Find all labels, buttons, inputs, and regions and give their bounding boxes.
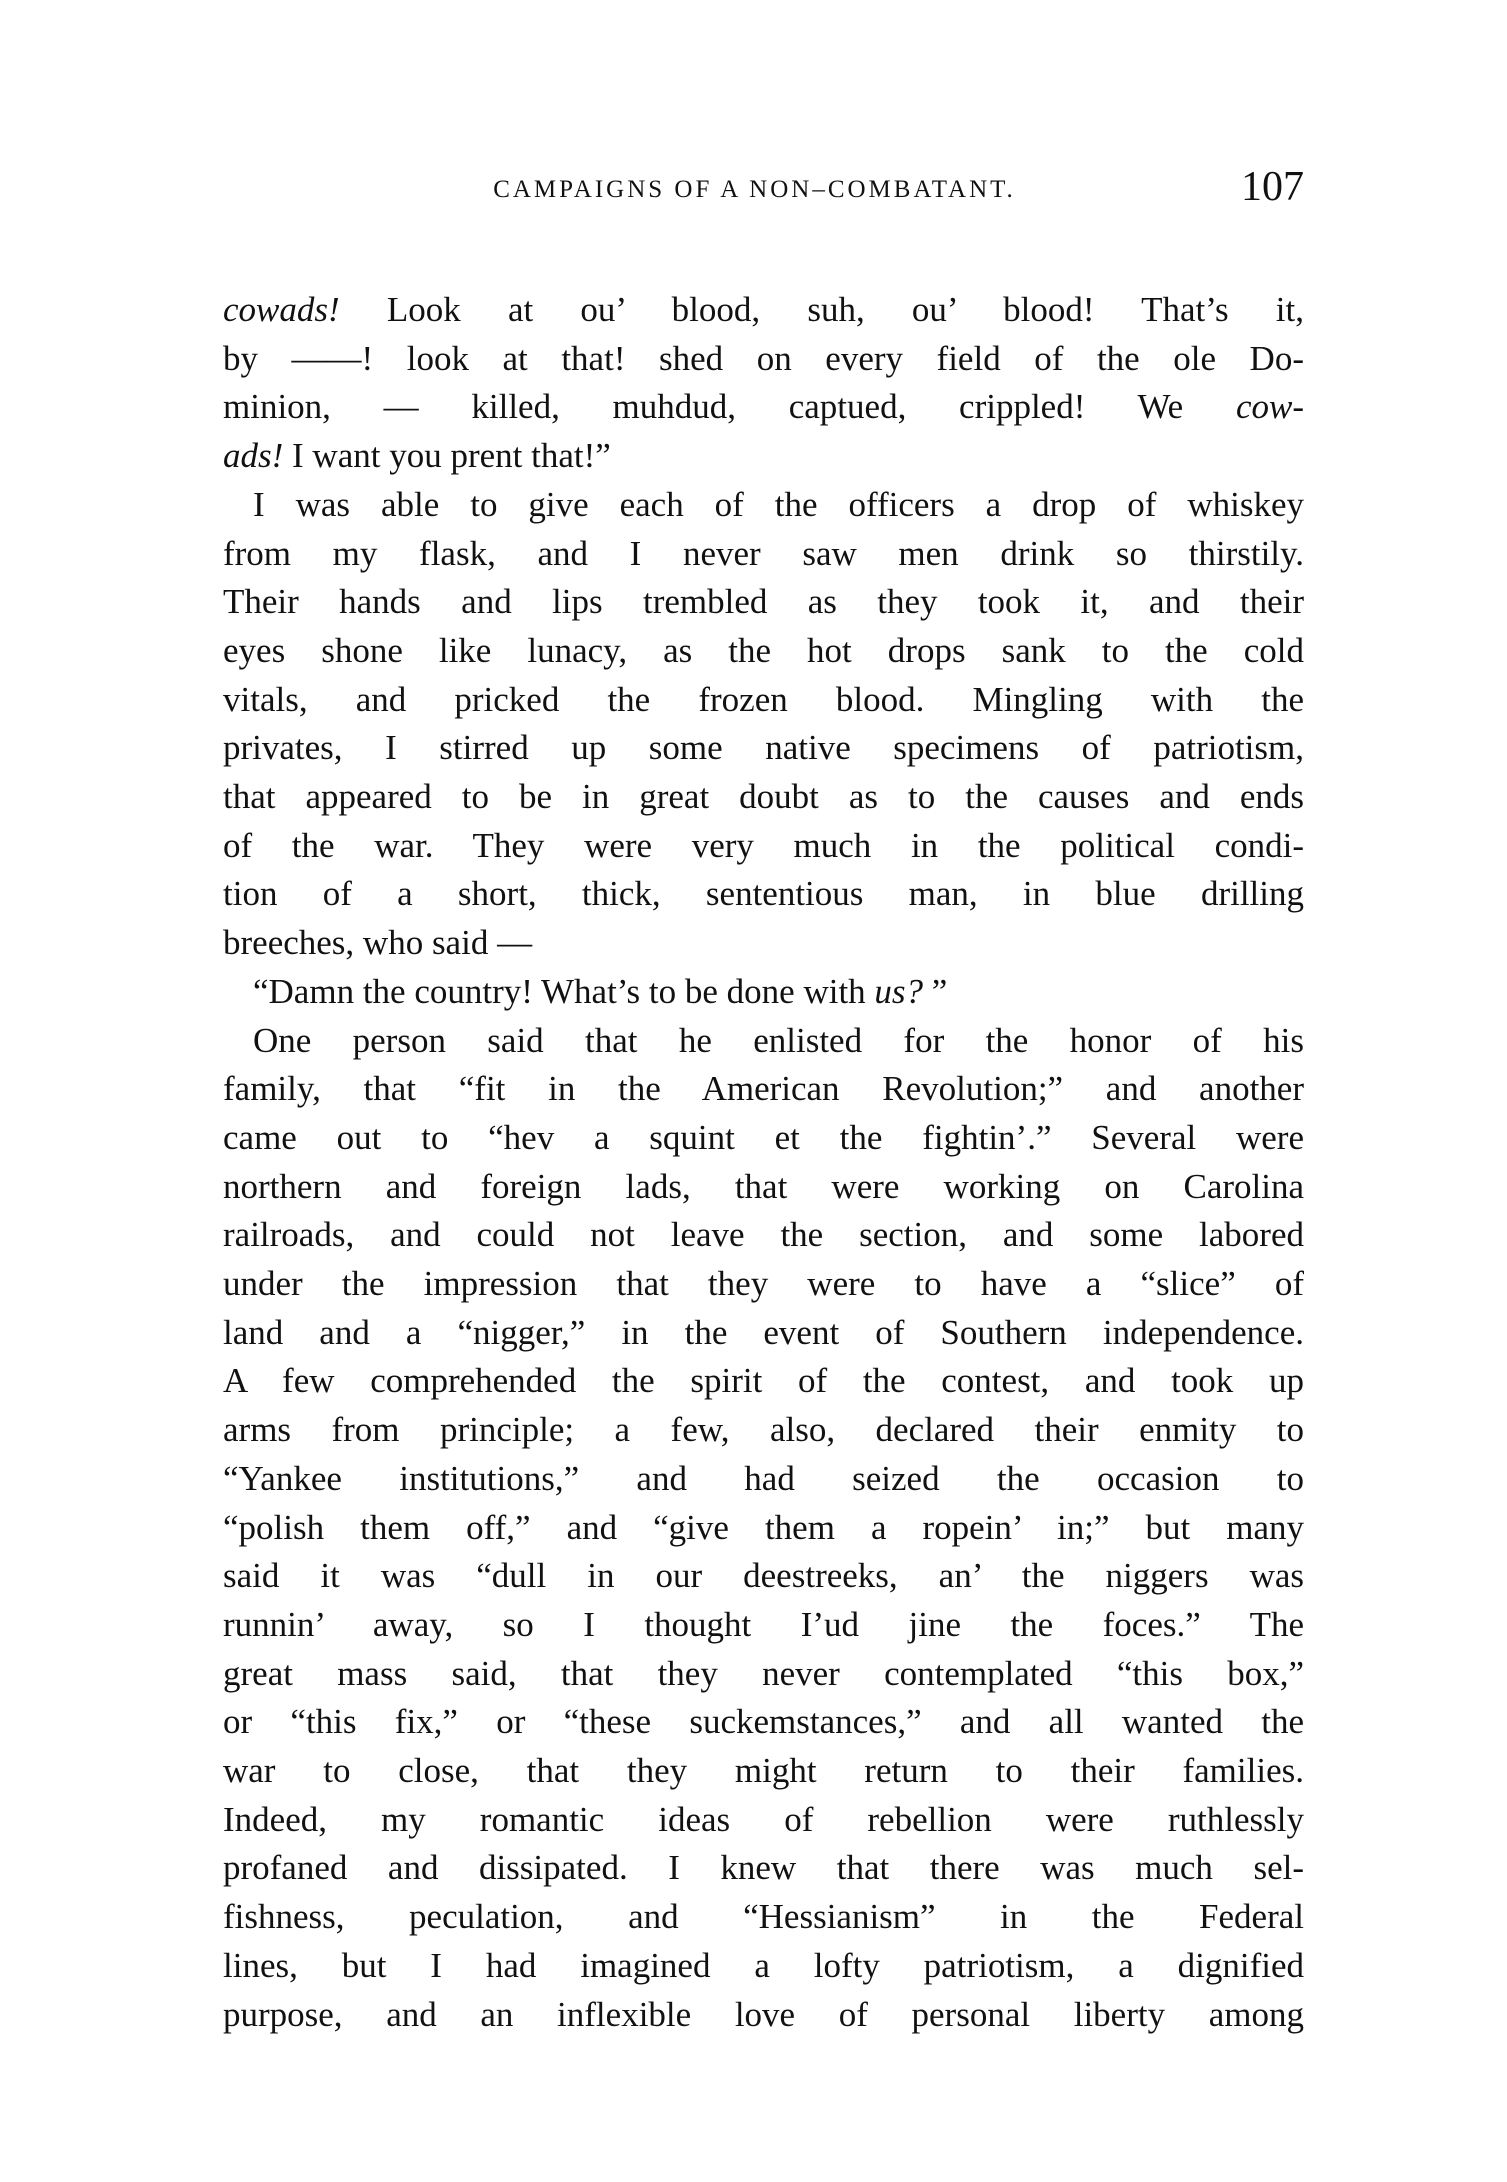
- text-segment: fishness, peculation, and “Hessianism” in the Federal: [223, 1897, 1304, 1937]
- text-segment: Their hands and lips trembled as they took it, and their: [223, 582, 1304, 622]
- text-line: [223, 1260, 1304, 1308]
- text-segment: under the impression that they were to have a “slice” of: [223, 1264, 1304, 1303]
- text-segment: that appeared to be in great doubt as to the causes and ends: [223, 777, 1304, 816]
- text-line: [223, 1309, 1304, 1357]
- text-segment: ”: [923, 971, 948, 1011]
- text-line: [223, 676, 1304, 724]
- text-line: [223, 530, 1304, 578]
- italic-text: cowads!: [223, 290, 340, 329]
- text-segment: by ——! look at that! shed on every field of the ole Do-: [223, 338, 1304, 378]
- text-segment: northern and foreign lads, that were working on Carolina: [223, 1166, 1304, 1206]
- text-line: [223, 383, 1304, 431]
- text-line: [223, 1844, 1304, 1892]
- text-segment: profaned and dissipated. I knew that there was much sel-: [223, 1848, 1304, 1888]
- text-line: [223, 286, 1304, 334]
- running-head: CAMPAIGNS OF A NON–COMBATANT.: [493, 176, 1016, 203]
- text-line: [223, 1406, 1304, 1454]
- text-line: [223, 1991, 1304, 2039]
- text-line: [223, 1942, 1304, 1990]
- text-line: [223, 822, 1304, 870]
- text-segment: runnin’ away, so I thought I’ud jine the foces.” The: [223, 1604, 1304, 1644]
- text-line: [223, 919, 1304, 967]
- text-segment: I want you prent that!”: [283, 436, 611, 476]
- italic-text: us?: [874, 971, 924, 1011]
- text-segment: breeches, who said —: [223, 923, 533, 963]
- italic-text: cow-: [1235, 387, 1304, 427]
- text-segment: purpose, and an inflexible love of personal liberty among: [223, 1994, 1304, 2034]
- text-line: [223, 1650, 1304, 1698]
- text-line: [223, 1357, 1304, 1405]
- text-line: [223, 335, 1304, 383]
- text-line: [223, 968, 1304, 1016]
- text-line: [223, 481, 1304, 529]
- text-segment: Indeed, my romantic ideas of rebellion were ruthlessly: [223, 1799, 1304, 1839]
- text-segment: came out to “hev a squint et the fightin’.” Several were: [223, 1117, 1304, 1157]
- text-line: [223, 1747, 1304, 1795]
- text-segment: “polish them off,” and “give them a ropein’ in;” but many: [223, 1507, 1304, 1547]
- text-segment: A few comprehended the spirit of the contest, and took up: [223, 1361, 1304, 1401]
- text-segment: said it was “dull in our deestreeks, an’ the niggers was: [223, 1556, 1304, 1596]
- text-segment: tion of a short, thick, sententious man, in blue drilling: [223, 874, 1304, 914]
- text-line: [223, 724, 1304, 772]
- text-line: [223, 1601, 1304, 1649]
- text-segment: Look at ou’ blood, suh, ou’ blood! That’s it,: [339, 290, 1304, 329]
- text-segment: family, that “fit in the American Revolution;” and another: [223, 1069, 1304, 1109]
- text-line: [223, 578, 1304, 626]
- text-line: [223, 1552, 1304, 1600]
- text-segment: vitals, and pricked the frozen blood. Mingling with the: [223, 679, 1304, 719]
- page-number: 107: [1241, 164, 1304, 210]
- text-line: [223, 1504, 1304, 1552]
- text-line: [223, 1796, 1304, 1844]
- text-line: [223, 1017, 1304, 1065]
- italic-text: ads!: [223, 436, 284, 476]
- text-segment: war to close, that they might return to their families.: [223, 1751, 1304, 1790]
- text-segment: One person said that he enlisted for the honor of his: [253, 1020, 1304, 1060]
- text-line: [223, 773, 1304, 821]
- text-segment: “Damn the country! What’s to be done with: [253, 971, 875, 1011]
- text-line: [223, 1893, 1304, 1941]
- text-line: [223, 1114, 1304, 1162]
- text-segment: eyes shone like lunacy, as the hot drops sank to the cold: [223, 630, 1304, 670]
- text-segment: arms from principle; a few, also, declared their enmity to: [223, 1410, 1304, 1450]
- text-segment: “Yankee institutions,” and had seized the occasion to: [223, 1458, 1304, 1498]
- text-segment: I was able to give each of the officers a drop of whiskey: [253, 484, 1304, 524]
- text-segment: minion, — killed, muhdud, captued, crippled! We: [223, 387, 1236, 427]
- text-segment: land and a “nigger,” in the event of Southern independence.: [223, 1312, 1304, 1352]
- text-segment: from my flask, and I never saw men drink so thirstily.: [223, 533, 1304, 573]
- text-segment: privates, I stirred up some native specimens of patriotism,: [223, 728, 1304, 768]
- text-segment: railroads, and could not leave the section, and some labored: [223, 1215, 1304, 1255]
- text-line: [223, 1163, 1304, 1211]
- text-line: [223, 1698, 1304, 1746]
- text-line: [223, 1211, 1304, 1259]
- text-segment: or “this fix,” or “these suckemstances,” and all wanted the: [223, 1702, 1304, 1742]
- text-line: [223, 627, 1304, 675]
- text-line: [223, 432, 1304, 480]
- text-line: [223, 1065, 1304, 1113]
- text-segment: lines, but I had imagined a lofty patriotism, a dignified: [223, 1945, 1304, 1985]
- text-segment: of the war. They were very much in the political condi-: [223, 825, 1304, 865]
- text-line: [223, 1455, 1304, 1503]
- text-segment: great mass said, that they never contemplated “this box,”: [223, 1653, 1304, 1693]
- text-line: [223, 870, 1304, 918]
